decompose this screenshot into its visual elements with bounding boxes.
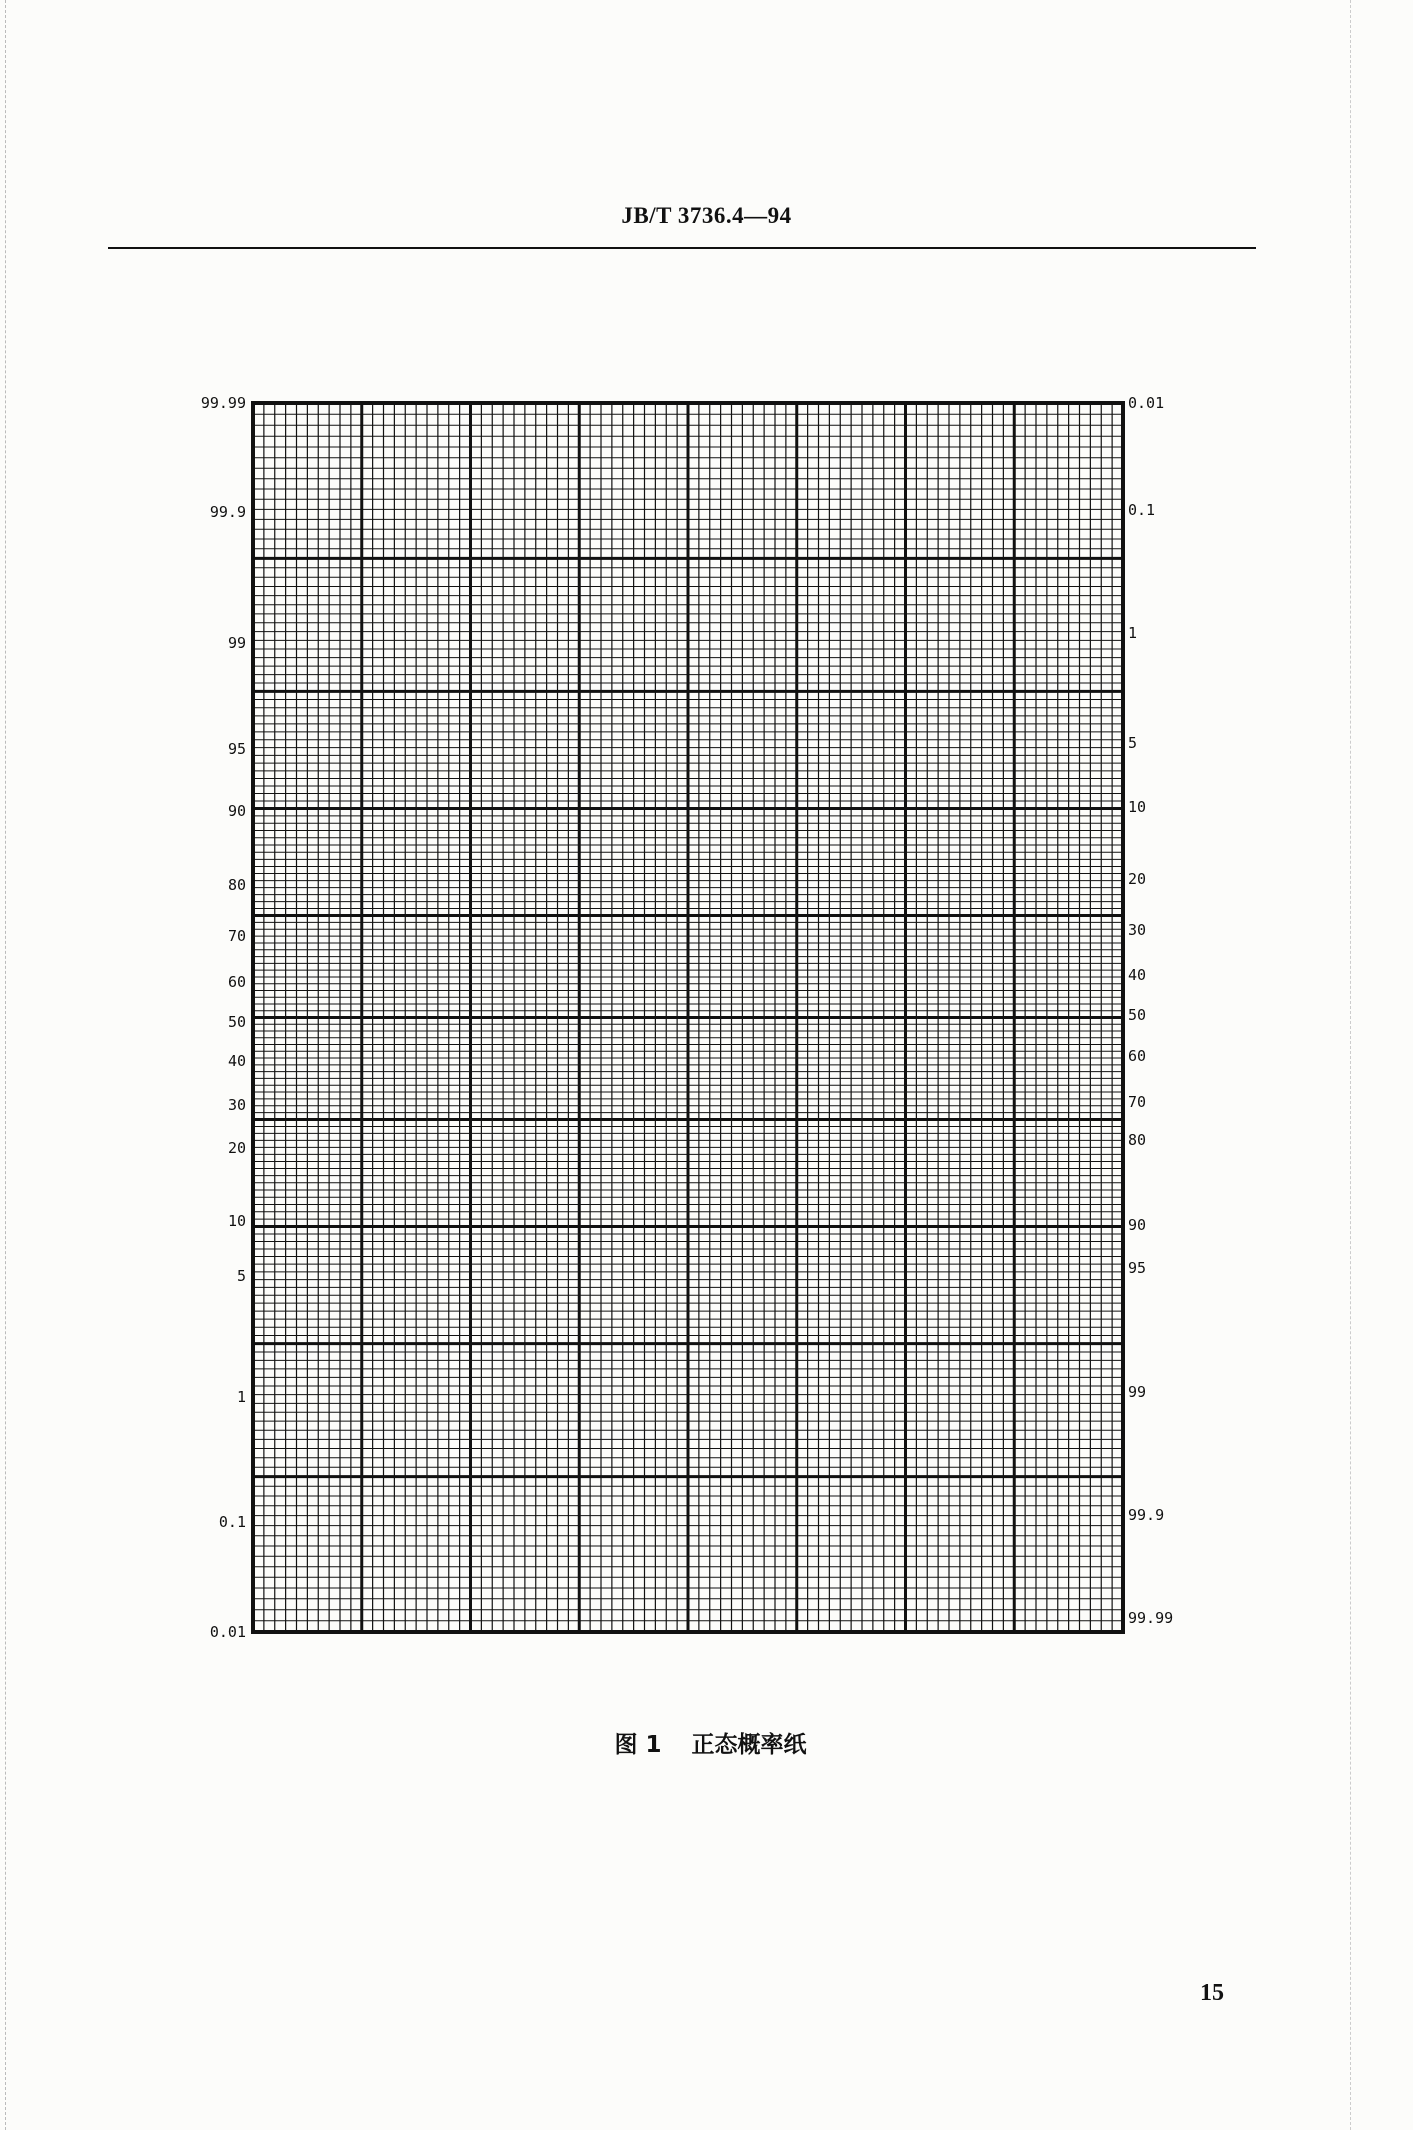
left-axis-tick-label: 50	[227, 1013, 246, 1031]
left-axis-tick-label: 99.9	[209, 503, 246, 521]
figure-title: 正态概率纸	[691, 1732, 807, 1758]
left-axis-labels	[201, 394, 246, 1641]
left-axis-tick-label: 99	[227, 634, 246, 652]
right-axis-tick-label: 99.99	[1128, 1609, 1174, 1627]
left-axis-tick-label: 5	[236, 1267, 246, 1285]
left-axis-tick-label: 95	[227, 740, 246, 758]
right-axis-tick-label: 60	[1128, 1047, 1147, 1065]
left-axis-tick-label: 70	[227, 927, 246, 945]
right-axis-tick-label: 1	[1128, 624, 1138, 642]
right-axis-tick-label: 80	[1128, 1131, 1147, 1149]
left-axis-tick-label: 30	[227, 1096, 246, 1114]
page-number: 15	[1200, 1980, 1224, 2006]
right-axis-tick-label: 90	[1128, 1216, 1147, 1234]
left-axis-tick-label: 40	[227, 1052, 246, 1070]
right-axis-tick-label: 70	[1128, 1093, 1147, 1111]
left-axis-tick-label: 20	[227, 1139, 246, 1157]
left-axis-tick-label: 99.99	[200, 394, 246, 412]
right-axis-tick-label: 0.1	[1128, 501, 1156, 519]
left-axis-tick-label: 0.01	[209, 1623, 246, 1641]
right-axis-tick-label: 5	[1128, 734, 1138, 752]
right-axis-tick-label: 0.01	[1128, 394, 1165, 412]
figure-caption	[0, 1726, 1413, 1759]
right-axis-tick-label: 50	[1128, 1006, 1147, 1024]
right-axis-tick-label: 30	[1128, 921, 1147, 939]
right-axis-tick-label: 40	[1128, 966, 1147, 984]
left-axis-tick-label: 1	[236, 1388, 246, 1406]
right-axis-tick-label: 99.9	[1128, 1506, 1165, 1524]
left-axis-tick-label: 10	[227, 1212, 246, 1230]
right-axis-tick-label: 99	[1128, 1383, 1147, 1401]
right-axis-tick-label: 20	[1128, 870, 1147, 888]
left-axis-tick-label: 0.1	[218, 1513, 246, 1531]
right-axis-tick-label: 10	[1128, 798, 1147, 816]
left-axis-tick-label: 80	[227, 876, 246, 894]
figure-number: 图 1	[614, 1732, 662, 1758]
right-axis-tick-label: 95	[1128, 1259, 1147, 1277]
left-axis-tick-label: 90	[227, 802, 246, 820]
right-axis-labels	[1128, 394, 1173, 1627]
standard-number: JB/T 3736.4—94	[621, 203, 792, 228]
grid-lines	[253, 403, 1123, 1632]
left-axis-tick-label: 60	[227, 973, 246, 991]
